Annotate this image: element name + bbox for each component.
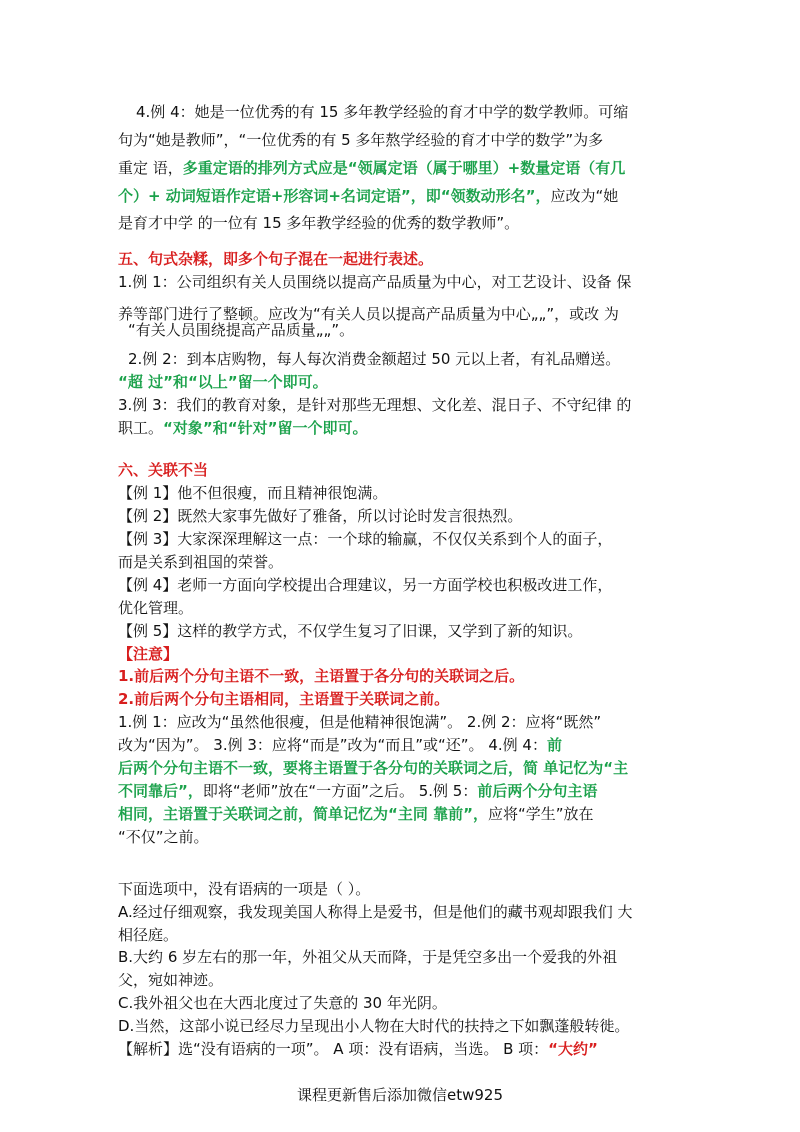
highlight-text: 个）+ 动词短语作定语+形容词+名词定语”，即“领数动形名”， xyxy=(118,187,551,205)
text: 3.例 3：我们的教育对象，是针对那些无理想、文化差、混日子、不守纪律 的 xyxy=(118,396,632,414)
answer-line-3 xyxy=(118,757,628,779)
text: “不仅”之前。 xyxy=(118,828,209,846)
text: 应改为“她 xyxy=(550,187,619,205)
highlight-text: “大约” xyxy=(548,1040,598,1058)
option-b-line-1 xyxy=(118,946,617,968)
s5-line-1 xyxy=(118,271,631,293)
answer-line-1 xyxy=(118,711,601,733)
text: 应将“学生”放在 xyxy=(487,805,594,823)
p1-line-5 xyxy=(118,212,519,234)
text: 句为“她是教师”，“一位优秀的有 5 多年熬学经验的育才中学的数学”为多 xyxy=(118,131,604,149)
s6-example-3a xyxy=(118,528,612,550)
s6-example-5 xyxy=(118,620,582,642)
note-2 xyxy=(118,688,449,710)
text: 改为“因为”。 3.例 3：应将“而是”改为“而且”或“还”。 4.例 4： xyxy=(118,736,547,754)
highlight-text: 不同靠后”， xyxy=(118,782,203,800)
highlight-text: 前后两个分句主语 xyxy=(477,782,598,800)
answer-line-4 xyxy=(118,780,597,802)
note-text: 【注意】 xyxy=(118,645,179,663)
option-a-line-2 xyxy=(118,924,178,946)
text: 1.例 1：公司组织有关人员围绕以提高产品质量为中心，对工艺设计、设备 保 xyxy=(118,273,632,291)
text: 优化管理。 xyxy=(118,599,194,617)
text: 【例 5】这样的教学方式，不仅学生复习了旧课，又学到了新的知识。 xyxy=(118,622,583,640)
p1-line-3 xyxy=(118,157,625,179)
s6-example-2 xyxy=(118,505,522,527)
text: B.大约 6 岁左右的那一年，外祖父从天而降，于是凭空多出一个爱我的外祖 xyxy=(118,948,618,966)
question-stem xyxy=(118,878,370,900)
highlight-text: 多重定语的排列方式应是“领属定语（属于哪里）+数量定语（有几 xyxy=(182,159,626,177)
text: 父，宛如神迹。 xyxy=(118,971,224,989)
section-6-heading xyxy=(118,459,208,481)
highlight-text: 后两个分句主语不一致，要将主语置于各分句的关联词之后，简 单记忆为“主 xyxy=(118,759,629,777)
option-a-line-1 xyxy=(118,901,633,923)
heading-text: 六、关联不当 xyxy=(118,461,209,479)
text: 相径庭。 xyxy=(118,926,179,944)
text: 下面选项中，没有语病的一项是（ ）。 xyxy=(118,880,371,898)
option-d xyxy=(118,1015,629,1037)
text: 4.例 4：她是一位优秀的有 15 多年教学经验的育才中学的数学教师。可缩 xyxy=(136,103,629,121)
text: “有关人员围绕提高产品质量„„”。 xyxy=(128,321,355,339)
text: 1.例 1：应改为“虽然他很瘦，但是他精神很饱满”。 2.例 2：应将“既然” xyxy=(118,713,602,731)
p1-line-2 xyxy=(118,129,603,151)
text: 即将“老师”放在“一方面”之后。 5.例 5： xyxy=(202,782,478,800)
text: 重定 语， xyxy=(118,159,183,177)
s5-line-7 xyxy=(118,417,367,439)
answer-line-5 xyxy=(118,803,594,825)
text: 【例 4】老师一方面向学校提出合理建议，另一方面学校也积极改进工作， xyxy=(118,576,613,594)
text: 【解析】选“没有语病的一项”。 A 项：没有语病，当选。 B 项： xyxy=(118,1040,549,1058)
text: 养等部门进行了整顿。应改为“有关人员以提高产品质量为中心„„”，或改 为 xyxy=(118,305,619,323)
heading-text: 五、句式杂糅，即多个句子混在一起进行表述。 xyxy=(118,250,434,268)
s5-line-3 xyxy=(128,319,354,341)
p1-line-4 xyxy=(118,185,618,207)
text: A.经过仔细观察，我发现美国人称得上是爱书，但是他们的藏书观却跟我们 大 xyxy=(118,903,633,921)
s6-example-3b xyxy=(118,551,283,573)
text: 2.例 2：到本店购物，每人每次消费金额超过 50 元以上者，有礼品赠送。 xyxy=(128,350,621,368)
analysis-line xyxy=(118,1038,598,1060)
p1-line-1 xyxy=(136,101,628,123)
text: D.当然，这部小说已经尽力呈现出小人物在大时代的扶持之下如飘蓬般转徙。 xyxy=(118,1017,630,1035)
answer-line-2 xyxy=(118,734,562,756)
s6-example-1 xyxy=(118,482,387,504)
note-1 xyxy=(118,665,524,687)
note-text: 1.前后两个分句主语不一致，主语置于各分句的关联词之后。 xyxy=(118,667,525,685)
s5-line-4 xyxy=(128,348,620,370)
text: 职工。 xyxy=(118,419,164,437)
s5-line-6 xyxy=(118,394,631,416)
text: 是育才中学 的一位有 15 多年教学经验的优秀的数学教师”。 xyxy=(118,214,520,232)
section-5-heading xyxy=(118,248,433,270)
text: 【例 2】既然大家事先做好了雅备，所以讨论时发言很热烈。 xyxy=(118,507,523,525)
note-text: 2.前后两个分句主语相同，主语置于关联词之前。 xyxy=(118,690,450,708)
s5-line-5 xyxy=(118,371,328,393)
s6-example-4a xyxy=(118,574,612,596)
page-footer xyxy=(0,1084,800,1106)
highlight-text: “超 过”和“以上”留一个即可。 xyxy=(118,373,328,391)
highlight-text: 相同，主语置于关联词之前，简单记忆为“主同 靠前”， xyxy=(118,805,488,823)
s6-example-4b xyxy=(118,597,193,619)
text: C.我外祖父也在大西北度过了失意的 30 年光阴。 xyxy=(118,994,447,1012)
answer-line-6 xyxy=(118,826,209,848)
text: 【例 3】大家深深理解这一点：一个球的输赢，不仅仅关系到个人的面子， xyxy=(118,530,613,548)
highlight-text: 前 xyxy=(546,736,562,754)
highlight-text: “对象”和“针对”留一个即可。 xyxy=(163,419,368,437)
option-b-line-2 xyxy=(118,969,223,991)
footer-text: 课程更新售后添加微信etw925 xyxy=(296,1086,503,1104)
note-label xyxy=(118,643,178,665)
text: 【例 1】他不但很瘦，而且精神很饱满。 xyxy=(118,484,388,502)
option-c xyxy=(118,992,447,1014)
text: 而是关系到祖国的荣誉。 xyxy=(118,553,284,571)
